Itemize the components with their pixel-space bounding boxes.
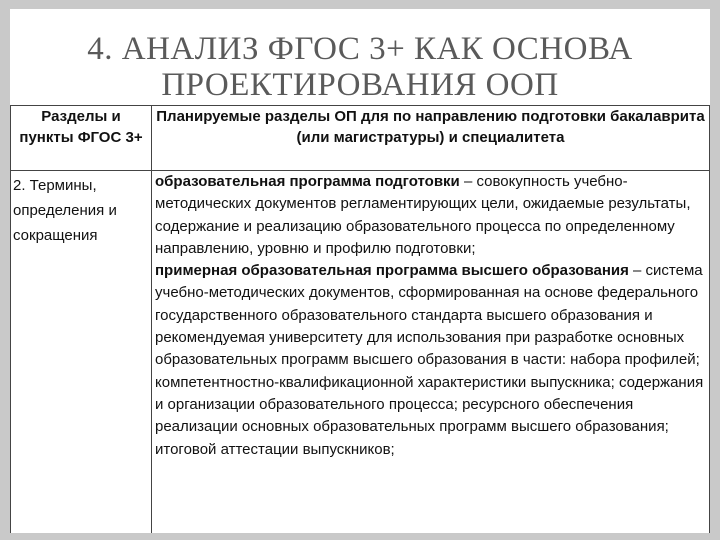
slide-title: [10, 31, 710, 103]
header-planned-sections: Планируемые разделы ОП для по направлению подготовки бакалаврита (или магистратуры) и специалитета: [152, 106, 710, 171]
fgos-table: [10, 105, 710, 533]
row-section-name: 2. Термины, определения и сокращения: [11, 171, 152, 534]
row-definitions: [152, 171, 710, 534]
title-line-1: 4. АНАЛИЗ ФГОС 3+ КАК ОСНОВА: [87, 31, 633, 67]
term-exemplary-program-definition: – система учебно-методических документов, сформированная на основе федерального государственного образовательного стандарта высшего образования и рекомендуемая университету для использования при разработке основных образовательных программ высшего образования в части: набора профилей; компетентностно-квалификационной характеристики выпускника; содержания и организации образовательного процесса; ресурсного обеспечения реализации основных образовательных программ высшего образования; итоговой аттестации выпускников;: [155, 262, 704, 458]
term-exemplary-program: примерная образовательная программа высшего образования: [155, 262, 629, 280]
table-row: [11, 171, 710, 534]
term-educational-program-definition: – совокупность учебно-методических документов регламентирующих цели, ожидаемые результаты, содержание и реализацию образовательного процесса по определенному направлению, уровню и профилю подготовки;: [155, 173, 691, 257]
term-educational-program: образовательная программа подготовки: [155, 173, 460, 190]
slide: [10, 9, 710, 533]
table-header-row: [11, 106, 710, 171]
header-sections: Разделы и пункты ФГОС 3+: [11, 106, 152, 171]
title-line-2: ПРОЕКТИРОВАНИЯ ООП: [161, 67, 559, 103]
